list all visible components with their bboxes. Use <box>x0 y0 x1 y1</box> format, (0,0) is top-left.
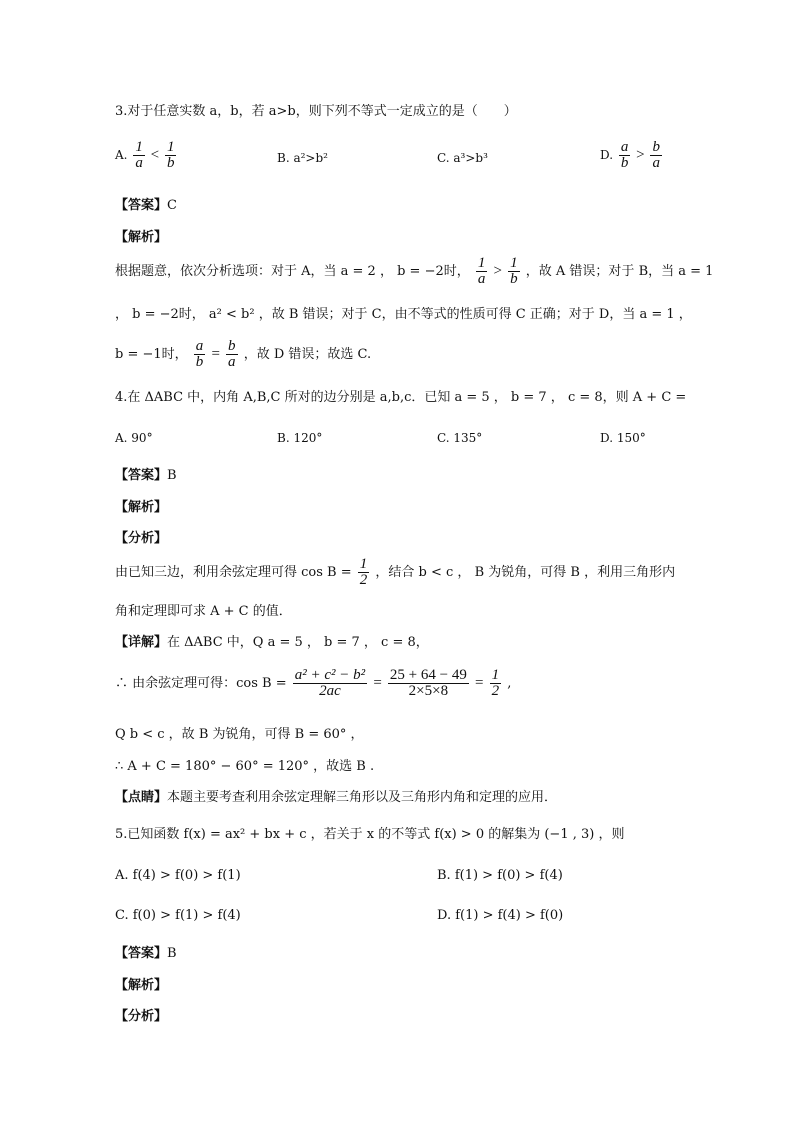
q5-option-a: A. f(4) > f(0) > f(1) <box>115 868 241 883</box>
q3-option-c: C. a³>b³ <box>437 151 488 165</box>
numerator: a <box>620 139 629 155</box>
q5-analysis-tag: 【解析】 <box>115 978 168 993</box>
q4-detail-line-3: Q b < c ，故 B 为锐角，可得 B = 60° ， <box>115 727 364 742</box>
answer-tag: 【答案】 <box>115 198 168 213</box>
fenxi-text: 由已知三边，利用余弦定理可得 cos B = <box>115 565 352 580</box>
numerator: b <box>228 338 236 354</box>
fraction-cosine-formula <box>293 668 367 699</box>
dianjing-text: 本题主要考查利用余弦定理解三角形以及三角形内角和定理的应用． <box>167 790 558 805</box>
numerator: 1 <box>166 139 175 155</box>
q4-fenxi-line-1 <box>115 557 675 588</box>
q4-fenxi-line-2: 角和定理即可求 A + C 的值． <box>115 604 292 619</box>
q3-analysis-tag: 【解析】 <box>115 230 168 245</box>
solution-text: 根据题意，依次分析选项：对于 A，当 a = 2 ， b = −2时， <box>115 264 470 279</box>
q4-option-a: A. 90° <box>115 431 153 445</box>
q4-detail-line-4: ∴ A + C = 180° − 60° = 120° ，故选 B . <box>115 759 375 774</box>
fraction-one-half <box>358 557 370 588</box>
denominator: b <box>166 155 175 171</box>
numerator: a² + c² − b² <box>294 667 366 683</box>
denominator: a <box>477 271 486 287</box>
numerator: 1 <box>359 556 368 572</box>
answer-value: B <box>167 946 177 961</box>
greater-than: > <box>636 147 645 163</box>
less-than: < <box>150 147 160 163</box>
answer-value: B <box>167 468 177 483</box>
denominator: 2 <box>359 572 368 588</box>
numerator: 1 <box>510 255 518 271</box>
fenxi-text: ，结合 b < c ， B 为锐角，可得 B ，利用三角形内 <box>375 565 676 580</box>
option-a-label: A. <box>115 148 128 162</box>
q4-stem: 4.在 ΔABC 中，内角 A,B,C 所对的边分别是 a,b,c．已知 a = 5 ， b = 7 ， c = 8，则 A + C = <box>115 390 687 405</box>
q4-detail-line-2: ∴ 由余弦定理可得：cos B = $\frac{\text{a² + c² − b²}}{2ac}$ = $\frac{25 + 64 - 49}{2\times 5\times 8}$ = $\frac{1}{2}$ , <box>115 667 512 699</box>
detail-text: 在 ΔABC 中，Q a = 5 ， b = 7 ， c = 8， <box>167 635 429 650</box>
q3-solution-line-2: ， b = −2时， a² < b² ，故 B 错误；对于 C，由不等式的性质可得 C 正确；对于 D，当 a = 1 ， <box>115 307 692 322</box>
denominator: 2 <box>491 683 500 699</box>
greater-than: > <box>493 263 502 279</box>
numerator: a <box>195 338 204 354</box>
q3-answer <box>115 197 177 215</box>
detail-tag: 【详解】 <box>115 635 168 650</box>
q3-option-d <box>600 140 664 171</box>
q3-option-a <box>115 140 178 171</box>
q5-option-b: B. f(1) > f(0) > f(4) <box>437 868 563 883</box>
answer-tag: 【答案】 <box>115 468 168 483</box>
q5-option-c: C. f(0) > f(1) > f(4) <box>115 908 241 923</box>
solution-text: ，故 A 错误；对于 B，当 a = 1 <box>525 264 714 279</box>
fraction-1-over-a <box>133 140 145 171</box>
q4-detail-line-1 <box>115 634 429 652</box>
numerator: 1 <box>135 139 143 155</box>
denominator: 2×5×8 <box>388 683 469 699</box>
fraction-b-over-a <box>650 140 662 171</box>
denominator: a <box>135 155 143 171</box>
fraction-one-half <box>490 668 502 699</box>
answer-tag: 【答案】 <box>115 946 168 961</box>
solution-text: ，故 D 错误；故选 C. <box>243 347 372 362</box>
q3-solution-line-1 <box>115 256 713 287</box>
fraction-a-over-b <box>619 140 631 171</box>
numerator: 25 + 64 − 49 <box>389 667 467 683</box>
detail-text: ∴ 由余弦定理可得：cos B = <box>115 676 287 691</box>
fraction-a-over-b <box>194 339 206 370</box>
option-d-label: D. <box>600 148 614 162</box>
q5-fenxi-tag: 【分析】 <box>115 1009 168 1024</box>
fraction-1-over-b <box>165 140 177 171</box>
q3-stem: 3.对于任意实数 a，b，若 a>b，则下列不等式一定成立的是（ ） <box>115 104 517 119</box>
numerator: b <box>652 139 660 155</box>
equals: = <box>211 346 220 362</box>
fraction-1-over-b <box>508 256 520 287</box>
q3-solution-line-3 <box>115 339 371 370</box>
denominator: b <box>620 155 629 171</box>
q4-fenxi-tag: 【分析】 <box>115 531 168 546</box>
fraction-cosine-values <box>388 668 469 699</box>
answer-value: C <box>167 198 177 213</box>
denominator: a <box>228 354 236 370</box>
q4-option-c: C. 135° <box>437 431 483 445</box>
q4-dianjing <box>115 789 557 807</box>
denominator: 2ac <box>293 683 367 699</box>
numerator: 1 <box>491 667 500 683</box>
equals: = <box>373 675 382 691</box>
q5-stem: 5.已知函数 f(x) = ax² + bx + c ，若关于 x 的不等式 f(x) > 0 的解集为 (−1 , 3) ，则 <box>115 827 625 842</box>
q3-option-b: B. a²>b² <box>277 151 328 165</box>
denominator: b <box>195 354 204 370</box>
fraction-b-over-a <box>226 339 238 370</box>
fraction-1-over-a <box>476 256 488 287</box>
q4-analysis-tag: 【解析】 <box>115 500 168 515</box>
dianjing-tag: 【点睛】 <box>115 790 168 805</box>
numerator: 1 <box>477 255 486 271</box>
q4-option-d: D. 150° <box>600 431 646 445</box>
q4-answer <box>115 467 177 485</box>
denominator: a <box>652 155 660 171</box>
denominator: b <box>510 271 518 287</box>
q5-option-d: D. f(1) > f(4) > f(0) <box>437 908 564 923</box>
q5-answer <box>115 945 177 963</box>
solution-text: b = −1时， <box>115 347 188 362</box>
equals: = <box>474 675 484 691</box>
q4-option-b: B. 120° <box>277 431 323 445</box>
